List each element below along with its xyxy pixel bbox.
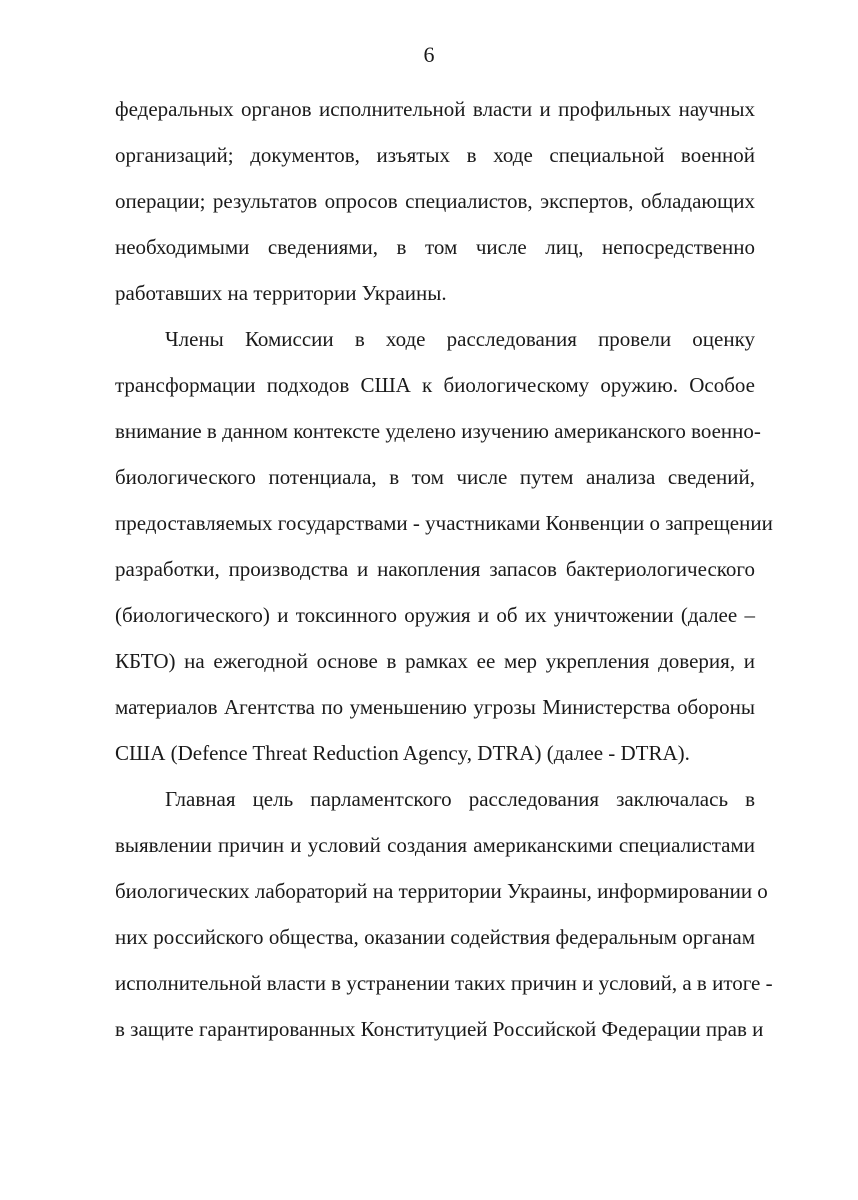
paragraph-2 xyxy=(115,316,773,776)
text-line: Главная цель парламентского расследования заключалась в xyxy=(165,787,755,811)
text-line: организаций; документов, изъятых в ходе специальной военной xyxy=(115,143,755,167)
text-line: разработки, производства и накопления запасов бактериологического xyxy=(115,557,755,581)
text-line: биологических лабораторий на территории Украины, информировании о xyxy=(115,879,768,903)
text-line: внимание в данном контексте уделено изучению американского военно- xyxy=(115,419,761,443)
text-line: выявлении причин и условий создания американскими специалистами xyxy=(115,833,755,857)
body-text xyxy=(115,86,773,1052)
page-number: 6 xyxy=(423,42,435,67)
paragraph-1 xyxy=(115,86,755,316)
text-line: трансформации подходов США к биологическому оружию. Особое xyxy=(115,373,755,397)
text-line: необходимыми сведениями, в том числе лиц, непосредственно xyxy=(115,235,755,259)
text-line: (биологического) и токсинного оружия и об их уничтожении (далее – xyxy=(115,603,755,627)
text-line: в защите гарантированных Конституцией Российской Федерации прав и xyxy=(115,1017,764,1041)
text-line: КБТО) на ежегодной основе в рамках ее мер укрепления доверия, и xyxy=(115,649,755,673)
text-line: предоставляемых государствами - участниками Конвенции о запрещении xyxy=(115,511,773,535)
text-line: операции; результатов опросов специалистов, экспертов, обладающих xyxy=(115,189,755,213)
text-line: них российского общества, оказании содействия федеральным органам xyxy=(115,925,755,949)
text-line: работавших на территории Украины. xyxy=(115,281,447,305)
text-line: материалов Агентства по уменьшению угрозы Министерства обороны xyxy=(115,695,755,719)
text-line: США (Defence Threat Reduction Agency, DTRA) (далее - DTRA). xyxy=(115,741,690,765)
text-line: Члены Комиссии в ходе расследования провели оценку xyxy=(165,327,755,351)
text-line: биологического потенциала, в том числе путем анализа сведений, xyxy=(115,465,755,489)
paragraph-3 xyxy=(115,776,773,1052)
text-line: федеральных органов исполнительной власти и профильных научных xyxy=(115,97,755,121)
text-line: исполнительной власти в устранении таких причин и условий, а в итоге - xyxy=(115,971,773,995)
